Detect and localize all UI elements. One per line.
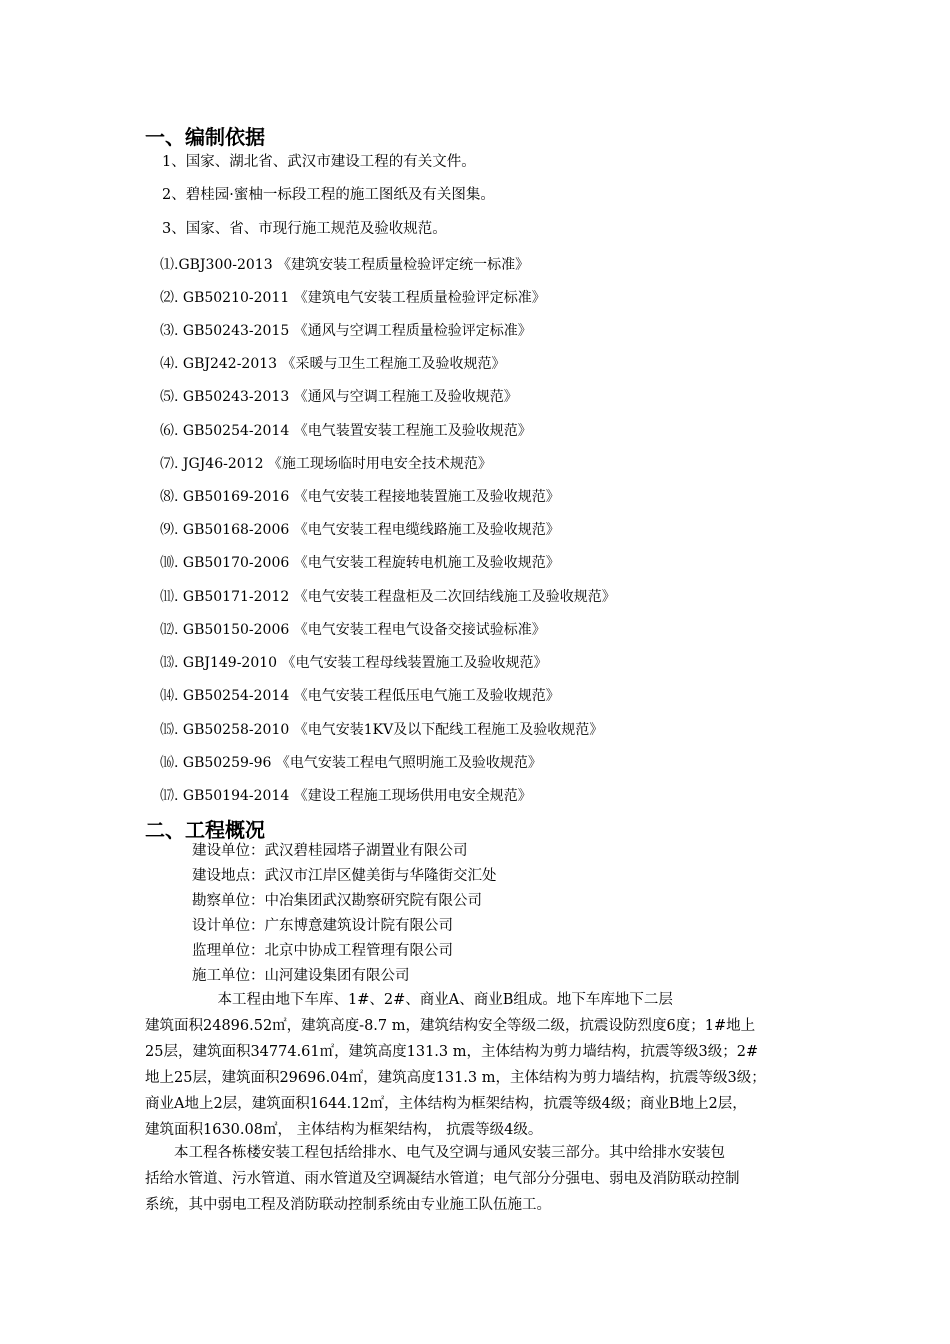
project-info-line: 勘察单位：中冶集团武汉勘察研究院有限公司: [192, 893, 482, 909]
standard-item: ⑶. GB50243-2015 《通风与空调工程质量检验评定标准》: [160, 323, 532, 339]
project-info-line: 设计单位：广东博意建筑设计院有限公司: [192, 918, 453, 934]
paragraph-line: 25层，建筑面积34774.61㎡，建筑高度131.3 m，主体结构为剪力墙结构，抗震等级3级；2#: [145, 1044, 759, 1060]
project-info-line: 建设地点：武汉市江岸区健美街与华隆街交汇处: [192, 868, 497, 884]
standard-item: ⒄. GB50194-2014 《建设工程施工现场供用电安全规范》: [160, 788, 532, 804]
paragraph-line: 本工程各栋楼安装工程包括给排水、电气及空调与通风安装三部分。其中给排水安装包: [145, 1145, 725, 1161]
overview-paragraph-1: [145, 987, 813, 1143]
basis-item: 3、国家、省、市现行施工规范及验收规范。: [162, 221, 447, 237]
basis-item: 2、碧桂园·蜜柚一标段工程的施工图纸及有关图集。: [162, 187, 495, 203]
standard-item: ⒃. GB50259-96 《电气安装工程电气照明施工及验收规范》: [160, 755, 542, 771]
paragraph-line: 本工程由地下车库、1#、2#、商业A、商业B组成。地下车库地下二层: [145, 992, 673, 1008]
standard-item: ⑺. JGJ46-2012 《施工现场临时用电安全技术规范》: [160, 456, 492, 472]
standard-item: ⑻. GB50169-2016 《电气安装工程接地装置施工及验收规范》: [160, 489, 560, 505]
paragraph-line: 地上25层，建筑面积29696.04㎡，建筑高度131.3 m，主体结构为剪力墙结构，抗震等级3级；: [145, 1070, 766, 1086]
section-title-overview: 二、工程概况: [145, 818, 265, 842]
section-title-basis: 一、编制依据: [145, 125, 265, 149]
standard-item: ⒁. GB50254-2014 《电气安装工程低压电气施工及验收规范》: [160, 688, 560, 704]
project-info-line: 建设单位：武汉碧桂园塔子湖置业有限公司: [192, 843, 468, 859]
standard-item: ⑿. GB50150-2006 《电气安装工程电气设备交接试验标准》: [160, 622, 546, 638]
standard-item: ⑴.GBJ300-2013 《建筑安装工程质量检验评定统一标准》: [160, 257, 530, 273]
paragraph-line: 系统，其中弱电工程及消防联动控制系统由专业施工队伍施工。: [145, 1197, 551, 1213]
standard-item: ⑹. GB50254-2014 《电气装置安装工程施工及验收规范》: [160, 423, 532, 439]
standard-item: ⑾. GB50171-2012 《电气安装工程盘柜及二次回结线施工及验收规范》: [160, 589, 616, 605]
overview-paragraph-2: [145, 1140, 813, 1218]
project-info-line: 施工单位：山河建设集团有限公司: [192, 968, 410, 984]
paragraph-line: 建筑面积1630.08㎡， 主体结构为框架结构， 抗震等级4级。: [145, 1122, 543, 1138]
paragraph-line: 商业A地上2层，建筑面积1644.12㎡，主体结构为框架结构，抗震等级4级；商业B地上2层，: [145, 1096, 747, 1112]
standard-item: ⑽. GB50170-2006 《电气安装工程旋转电机施工及验收规范》: [160, 555, 560, 571]
project-info-line: 监理单位：北京中协成工程管理有限公司: [192, 943, 453, 959]
paragraph-line: 建筑面积24896.52㎡，建筑高度-8.7 m，建筑结构安全等级二级，抗震设防烈度6度；1#地上: [145, 1018, 756, 1034]
standard-item: ⒂. GB50258-2010 《电气安装1KV及以下配线工程施工及验收规范》: [160, 722, 604, 738]
standard-item: ⑷. GBJ242-2013 《采暖与卫生工程施工及验收规范》: [160, 356, 506, 372]
standard-item: ⒀. GBJ149-2010 《电气安装工程母线装置施工及验收规范》: [160, 655, 548, 671]
basis-item: 1、国家、湖北省、武汉市建设工程的有关文件。: [162, 154, 476, 170]
standard-item: ⑵. GB50210-2011 《建筑电气安装工程质量检验评定标准》: [160, 290, 546, 306]
standard-item: ⑼. GB50168-2006 《电气安装工程电缆线路施工及验收规范》: [160, 522, 560, 538]
standard-item: ⑸. GB50243-2013 《通风与空调工程施工及验收规范》: [160, 389, 518, 405]
paragraph-line: 括给水管道、污水管道、雨水管道及空调凝结水管道；电气部分分强电、弱电及消防联动控制: [145, 1171, 740, 1187]
